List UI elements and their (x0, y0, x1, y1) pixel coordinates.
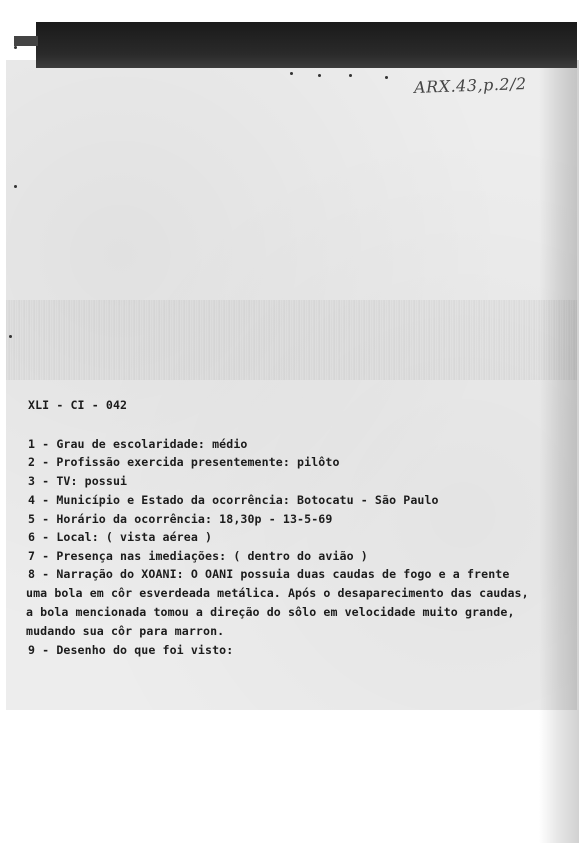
photocopy-dark-band (36, 22, 577, 68)
photocopy-band-edge (14, 36, 38, 46)
item-narration-cont-3: mudando sua côr para marron. (26, 624, 225, 638)
item-location: 6 - Local: ( vista aérea ) (28, 530, 213, 544)
item-presence: 7 - Presença nas imediações: ( dentro do avião ) (28, 549, 368, 563)
item-narration-cont-1: uma bola em côr esverdeada metálica. Após o desaparecimento das caudas, (26, 586, 529, 600)
scan-speck (14, 46, 17, 49)
form-code: XLI - CI - 042 (28, 398, 128, 412)
item-narration: 8 - Narração do XOANI: O OANI possuia duas caudas de fogo e a frente (28, 567, 510, 581)
item-drawing: 9 - Desenho do que foi visto: (28, 643, 234, 657)
item-profession: 2 - Profissão exercida presentemente: pilôto (28, 455, 340, 469)
item-tv: 3 - TV: possui (28, 474, 128, 488)
scan-speck (14, 185, 17, 188)
item-narration-cont-2: a bola mencionada tomou a direção do sôlo em velocidade muito grande, (26, 605, 515, 619)
scan-speck (290, 72, 293, 75)
page-edge-shadow (539, 60, 579, 843)
item-education: 1 - Grau de escolaridade: médio (28, 437, 248, 451)
scan-speck (318, 74, 321, 77)
scan-speck (385, 76, 388, 79)
item-time: 5 - Horário da ocorrência: 18,30p - 13-5-69 (28, 512, 333, 526)
item-municipality: 4 - Município e Estado da ocorrência: Botocatu - São Paulo (28, 493, 439, 507)
scan-noise-band (6, 300, 577, 380)
scan-speck (9, 335, 12, 338)
scan-speck (349, 74, 352, 77)
handwritten-archive-reference: ARX.43,p.2/2 (413, 74, 527, 97)
